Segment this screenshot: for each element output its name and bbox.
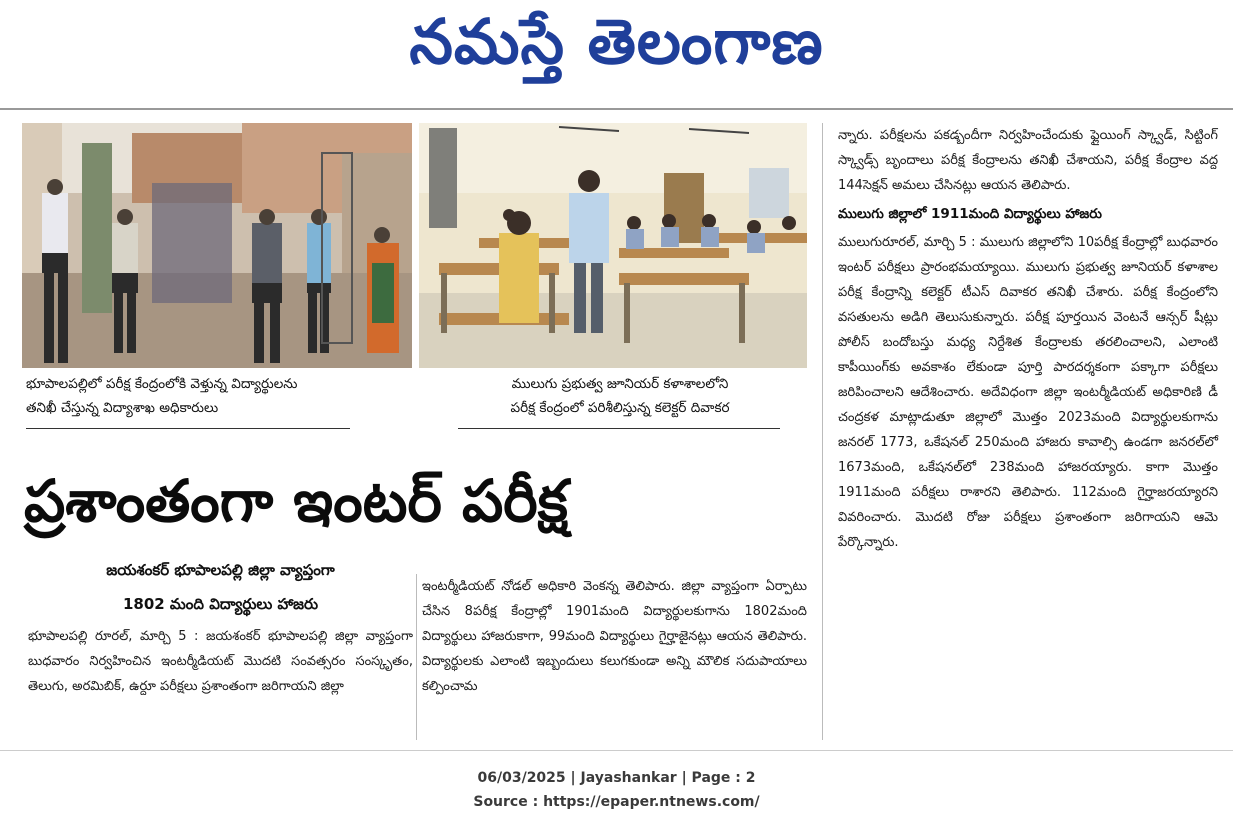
caption-underline-right [458,428,780,429]
newspaper-title: నమస్తే తెలంగాణ [409,5,824,78]
article-headline: ప్రశాంతంగా ఇంటర్ పరీక్ష [24,467,568,535]
article-column-right-subhead: ములుగు జిల్లాలో 1911మంది విద్యార్థులు హాజరు [838,206,1102,222]
photo-caption-right-line1: ములుగు ప్రభుత్వ జూనియర్ కళాశాలలోని [511,376,729,392]
photo-caption-right [460,372,780,420]
photo-caption-right-line2: పరీక్ష కేంద్రంలో పరిశీలిస్తున్న కలెక్టర్ దివాకర [510,400,730,416]
article-subhead-line2: 1802 మంది విద్యార్థులు హాజరు [122,595,319,613]
column-divider-right [822,123,823,740]
masthead-divider [0,108,1233,110]
article-column-right-para1: న్నారు. పరీక్షలను పకడ్బందీగా నిర్వహించేందుకు ఫ్లైయింగ్ స్క్వాడ్, సిట్టింగ్ స్క్వాడ్స్ బృందాలు పరీక్ష కేంద్రాలను తనిఖీ చేశాయని, పరీక్ష కేంద్రాల వద్ద 144సెక్షన్ అమలు చేసినట్లు ఆయన తెలిపారు. [838,128,1218,193]
footer-divider [0,750,1233,751]
photo-caption-left-line1: భూపాలపల్లిలో పరీక్ష కేంద్రంలోకి వెళ్తున్న విద్యార్థులను [26,376,298,392]
footer-source-link[interactable]: Source : https://epaper.ntnews.com/ [473,794,760,810]
exam-hall-photo [419,123,807,368]
photo-caption-left [26,372,416,420]
exam-hall-illustration [419,123,807,368]
caption-underline-left [26,428,350,429]
exam-center-gate-photo [22,123,412,368]
exam-center-gate-illustration [22,123,412,368]
article-column-right-para2: ములుగురూరల్, మార్చి 5 : ములుగు జిల్లాలోని 10పరీక్ష కేంద్రాల్లో బుధవారం ఇంటర్ పరీక్షలు ప్రారంభమయ్యాయి. ములుగు ప్రభుత్వ జూనియర్ కళాశాల పరీక్ష కేంద్రాన్ని కలెక్టర్ టీఎస్ దివాకర తనిఖీ చేశారు. పరీక్ష కేంద్రంలోని వసతులను అడిగి తెలుసుకున్నారు. పరీక్ష పూర్తయిన వెంటనే ఆన్సర్ షీట్లు పోలీస్ బందోబస్తు మధ్య నిర్దేశిత కేంద్రాలకు తరలించాలని, ఎలాంటి కాపీయింగ్‌కు అవకాశం లేకుండా పూర్తి పారదర్శకంగా పక్కాగా పరీక్షలు జరిపించాలని ఆదేశించారు. అదేవిధంగా జిల్లా ఇంటర్మీడియట్ అధికారిణి డీ చంద్రకళ మాట్లాడుతూ జిల్లాలో మొత్తం 2023మంది విద్యార్థులకుగాను జనరల్ 1773, ఒకేషనల్ 250మంది హాజరు కావాల్సి ఉండగా జనరల్‌లో 1673మంది, ఒకేషనల్‌లో 238మంది హాజరయ్యారు. కాగా మొత్తం 1911మంది పరీక్షలు రాశారని తెలిపారు. 112మంది గైర్హాజరయ్యారని వివరించారు. మొదటి రోజు పరీక్షలు ప్రశాంతంగా జరిగాయని ఆమె పేర్కొన్నారు. [838,235,1218,550]
article-column-middle-text: ఇంటర్మీడియట్ నోడల్ అధికారి వెంకన్న తెలిపారు. జిల్లా వ్యాప్తంగా ఏర్పాటు చేసిన 8పరీక్ష కేంద్రాల్లో 1901మంది విద్యార్థులకుగాను 1802మంది విద్యార్థులు హాజరుకాగా, 99మంది విద్యార్థులు గైర్హాజైనట్లు ఆయన తెలిపారు. విద్యార్థులకు ఎలాంటి ఇబ్బందులు కలుగకుండా అన్ని మౌలిక సదుపాయాలు కల్పించామ [422,579,807,694]
article-subhead-line1: జయశంకర్ భూపాలపల్లి జిల్లా వ్యాప్తంగా [106,561,335,579]
column-divider-left [416,574,417,740]
footer-edition-info: 06/03/2025 | Jayashankar | Page : 2 [477,770,756,786]
article-column-right [838,123,1218,555]
photo-caption-left-line2: తనిఖీ చేస్తున్న విద్యాశాఖ అధికారులు [26,400,219,416]
masthead [0,0,1233,110]
article-column-left [28,624,413,699]
article-column-left-text: భూపాలపల్లి రూరల్, మార్చి 5 : జయశంకర్ భూపాలపల్లి జిల్లా వ్యాప్తంగా బుధవారం నిర్వహించిన ఇంటర్మీడియట్ మొదటి సంవత్సరం సంస్కృతం, తెలుగు, అరమిబిక్, ఉర్దూ పరీక్షలు ప్రశాంతంగా జరిగాయని జిల్లా [28,629,413,694]
article-column-middle [422,574,807,699]
